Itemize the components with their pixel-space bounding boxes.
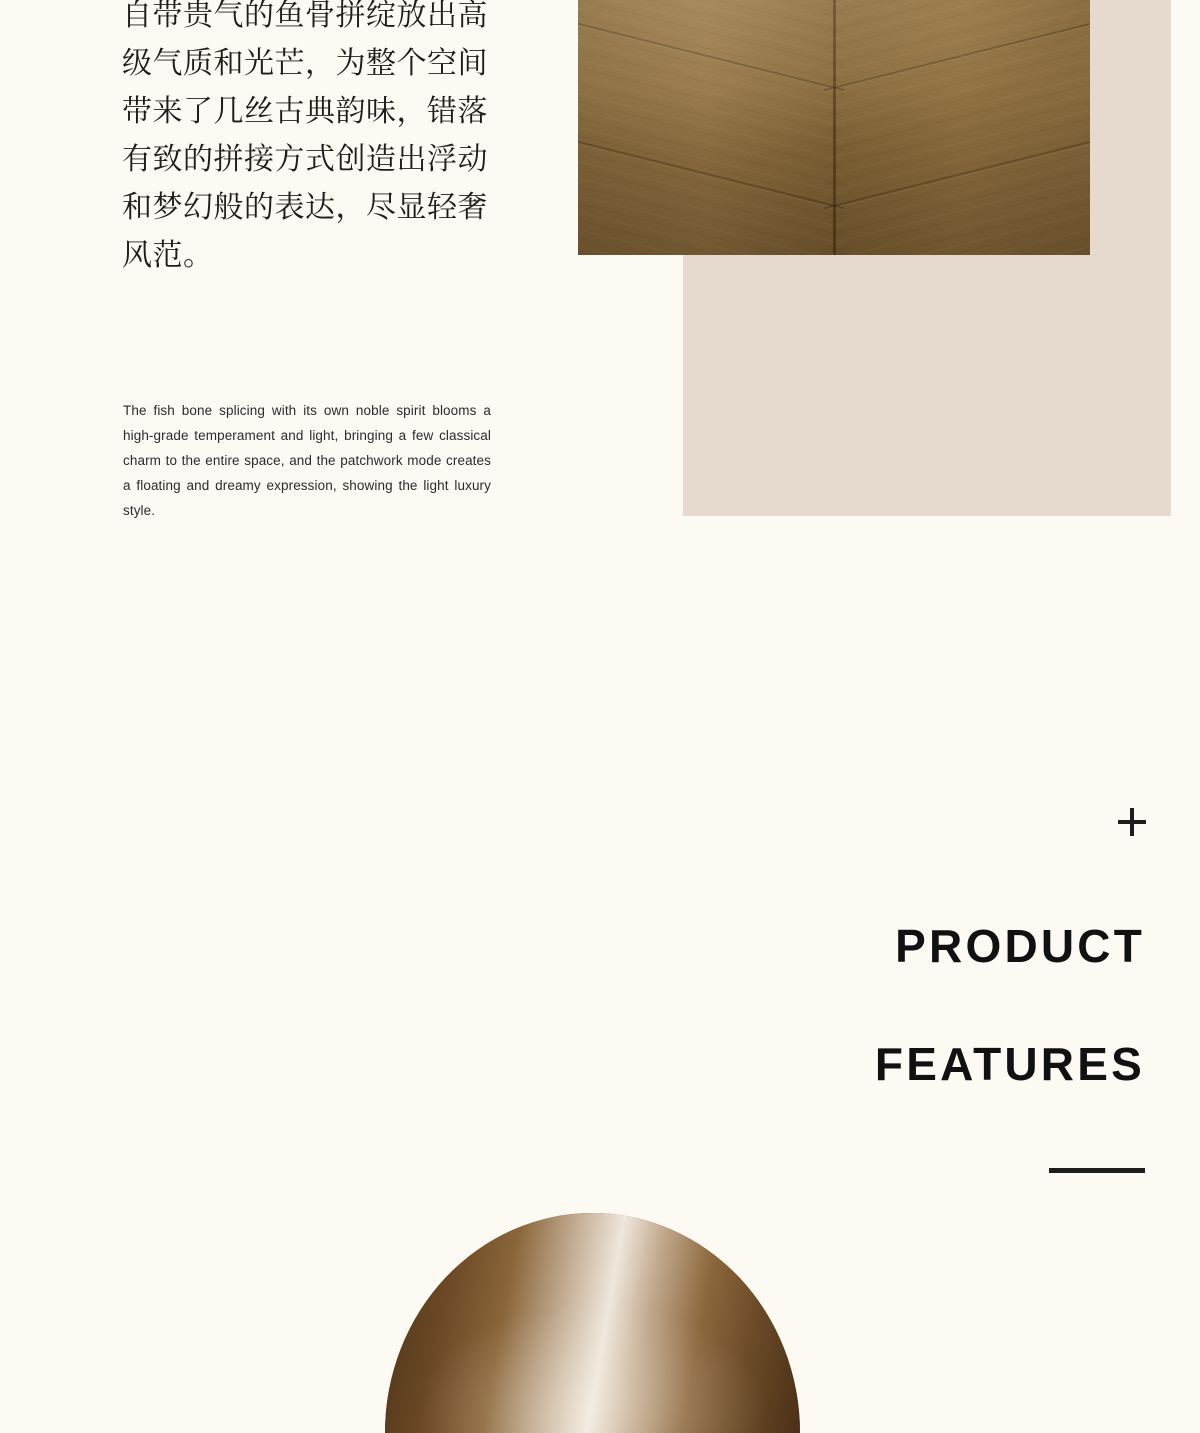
chinese-description-paragraph: 自带贵气的鱼骨拼绽放出高级气质和光芒，为整个空间带来了几丝古典韵味，错落有致的拼接方式创造出浮动和梦幻般的表达，尽显轻奢风范。: [122, 0, 488, 272]
section-heading: [875, 916, 1145, 1094]
pendant-lamp-image: [385, 1213, 800, 1433]
plus-icon: [1118, 808, 1146, 836]
english-description-paragraph: The fish bone splicing with its own noble spirit blooms a high-grade temperament and light, bringing a few classical charm to the entire space, and the patchwork mode creates a floating and dreamy expression, showing the light luxury style.: [123, 403, 491, 518]
section-heading-line-1: PRODUCT: [895, 920, 1145, 972]
section-heading-line-2: FEATURES: [874, 1038, 1145, 1090]
lamp-sheen-layer: [385, 1213, 800, 1433]
herringbone-wood-image: [578, 0, 1090, 255]
heading-underline-rule: [1049, 1168, 1145, 1173]
wood-shading-overlay: [578, 0, 1090, 255]
